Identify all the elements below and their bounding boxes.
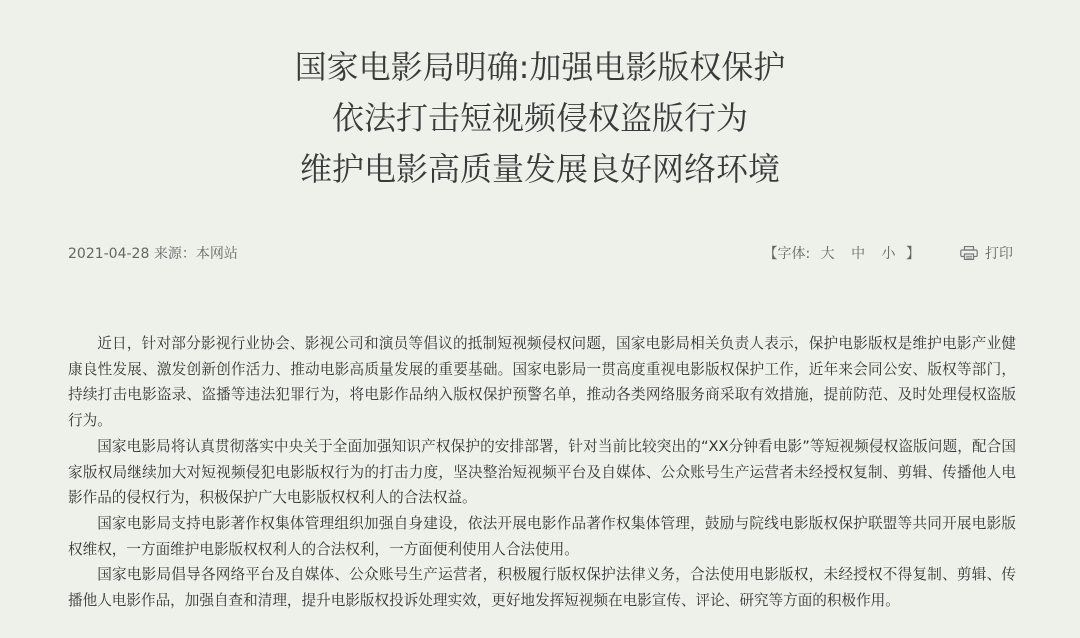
font-size-small-button[interactable]: 小: [881, 246, 896, 262]
print-button[interactable]: [960, 243, 1013, 263]
title-line-2: 依法打击短视频侵权盗版行为: [331, 99, 748, 137]
font-size-label: 【字体:: [763, 246, 811, 262]
article-meta-bar: [68, 243, 1013, 265]
font-size-close: 】: [906, 246, 920, 262]
title-line-3: 维护电影高质量发展良好网络环境: [299, 150, 780, 188]
title-line-1: 国家电影局明确:加强电影版权保护: [294, 48, 786, 86]
printer-icon: [960, 246, 978, 260]
print-label: 打印: [985, 246, 1013, 262]
source-name: 本网站: [195, 246, 238, 262]
article-body: [68, 331, 1016, 614]
paragraph-1: 近日，针对部分影视行业协会、影视公司和演员等倡议的抵制短视频侵权问题，国家电影局相关负责人表示，保护电影版权是维护电影产业健康良性发展、激发创新创作活力、推动电影高质量发展的重要基础。国家电影局一贯高度重视电影版权保护工作，近年来会同公安、版权等部门，持续打击电影盗录、盗播等违法犯罪行为，将电影作品纳入版权保护预警名单，推动各类网络服务商采取有效措施，提前防范、及时处理侵权盗版行为。: [68, 335, 1016, 430]
paragraph-2: 国家电影局将认真贯彻落实中央关于全面加强知识产权保护的安排部署，针对当前比较突出的“XX分钟看电影”等短视频侵权盗版问题，配合国家版权局继续加大对短视频侵犯电影版权行为的打击力度，坚决整治短视频平台及自媒体、公众账号生产运营者未经授权复制、剪辑、传播他人电影作品的侵权行为，积极保护广大电影版权权利人的合法权益。: [68, 437, 1016, 507]
font-size-medium-button[interactable]: 中: [851, 246, 866, 262]
font-size-large-button[interactable]: 大: [820, 246, 835, 262]
paragraph-3: 国家电影局支持电影著作权集体管理组织加强自身建设，依法开展电影作品著作权集体管理，鼓励与院线电影版权保护联盟等共同开展电影版权维权，一方面维护电影版权权利人的合法权利，一方面便利使用人合法使用。: [68, 514, 1016, 558]
font-size-control: [763, 243, 920, 263]
publish-info: [68, 243, 238, 263]
article-title: [0, 42, 1080, 195]
paragraph-4: 国家电影局倡导各网络平台及自媒体、公众账号生产运营者，积极履行版权保护法律义务，合法使用电影版权，未经授权不得复制、剪辑、传播他人电影作品，加强自查和清理，提升电影版权投诉处理实效，更好地发挥短视频在电影宣传、评论、研究等方面的积极作用。: [68, 566, 1016, 610]
source-label: 来源：: [153, 246, 196, 262]
article-tools: [763, 243, 1013, 263]
publish-date: 2021-04-28: [68, 246, 150, 262]
